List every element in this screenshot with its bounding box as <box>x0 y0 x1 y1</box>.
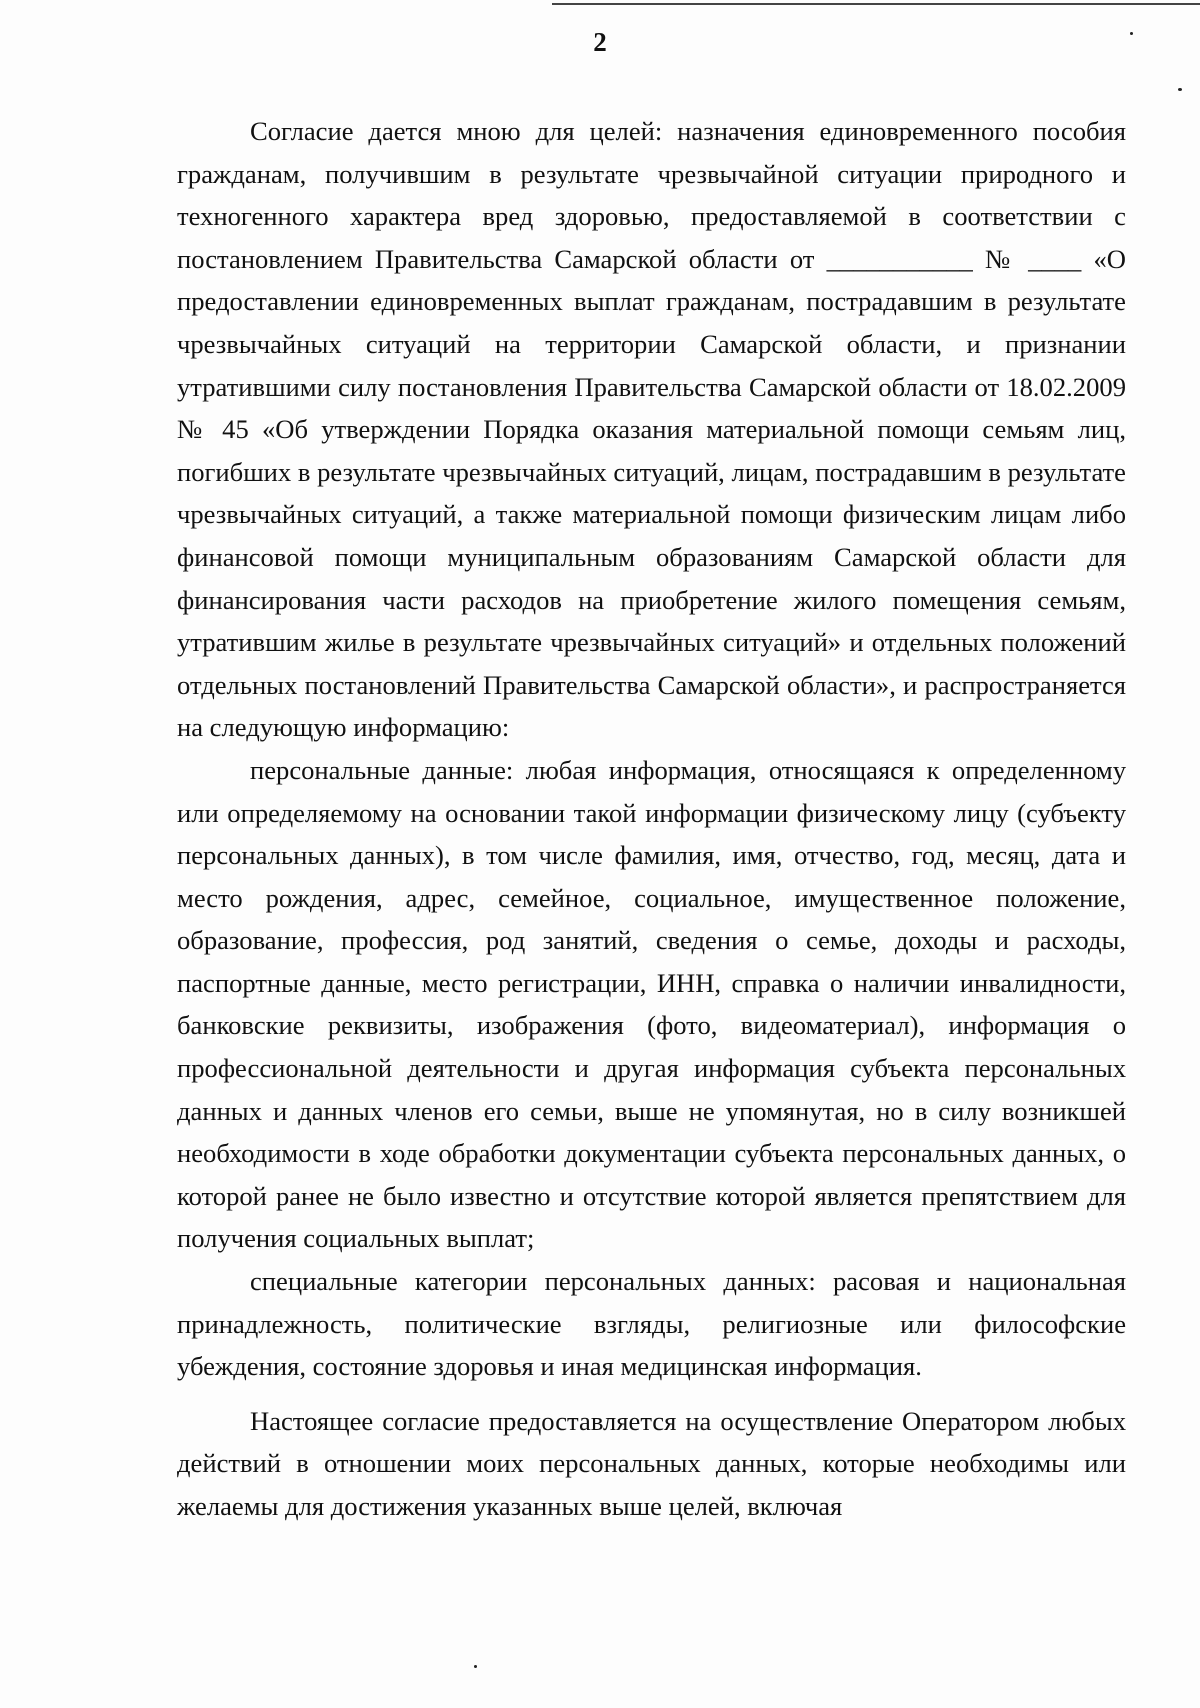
scan-speck <box>474 1665 477 1668</box>
paragraph-personal-data: персональные данные: любая информация, относящаяся к определенному или определяемому на основании такой информации физическому лицу (субъекту персональных данных), в том числе фамилия, имя, отчество, год, месяц, дата и место рождения, адрес, семейное, социальное, имущественное положение, образование, профессия, род занятий, сведения о семье, доходы и расходы, паспортные данные, место регистрации, ИНН, справка о наличии инвалидности, банковские реквизиты, изображения (фото, видеоматериал), информация о профессиональной деятельности и другая информация субъекта персональных данных и данных членов его семьи, выше не упомянутая, но в силу возникшей необходимости в ходе обработки документации субъекта персональных данных, о которой ранее не было известно и отсутствие которой является препятствием для получения социальных выплат; <box>177 754 1126 1254</box>
top-edge-line <box>552 3 1200 5</box>
paragraph-purpose: Согласие дается мною для целей: назначения единовременного пособия гражданам, получившим в результате чрезвычайной ситуации природного и техногенного характера вред здоровью, предоставляемой в соответствии с постановлением Правительства Самарской области от ___________ № ____ «О предоставлении единовременных выплат гражданам, пострадавшим в результате чрезвычайных ситуаций на территории Самарской области, и признании утратившими силу постановления Правительства Самарской области от 18.02.2009 № 45 «Об утверждении Порядка оказания материальной помощи семьям лиц, погибших в результате чрезвычайных ситуаций, лицам, пострадавшим в результате чрезвычайных ситуаций, а также материальной помощи физическим лицам либо финансовой помощи муниципальным образованиям Самарской области для финансирования части расходов на приобретение жилого помещения семьям, утратившим жилье в результате чрезвычайных ситуаций» и отдельных положений отдельных постановлений Правительства Самарской области», и распространяется на следующую информацию: <box>177 116 1126 743</box>
page-number: 2 <box>593 27 607 57</box>
scan-speck <box>1178 88 1182 91</box>
document-body <box>177 110 1126 1528</box>
paragraph-consent-scope: Настоящее согласие предоставляется на осуществление Оператором любых действий в отношении моих персональных данных, которые необходимы или желаемы для достижения указанных выше целей, включая <box>177 1405 1126 1521</box>
scan-speck <box>1130 32 1133 35</box>
paragraph-special-categories: специальные категории персональных данных: расовая и национальная принадлежность, политические взгляды, религиозные или философские убеждения, состояние здоровья и иная медицинская информация. <box>177 1266 1126 1382</box>
